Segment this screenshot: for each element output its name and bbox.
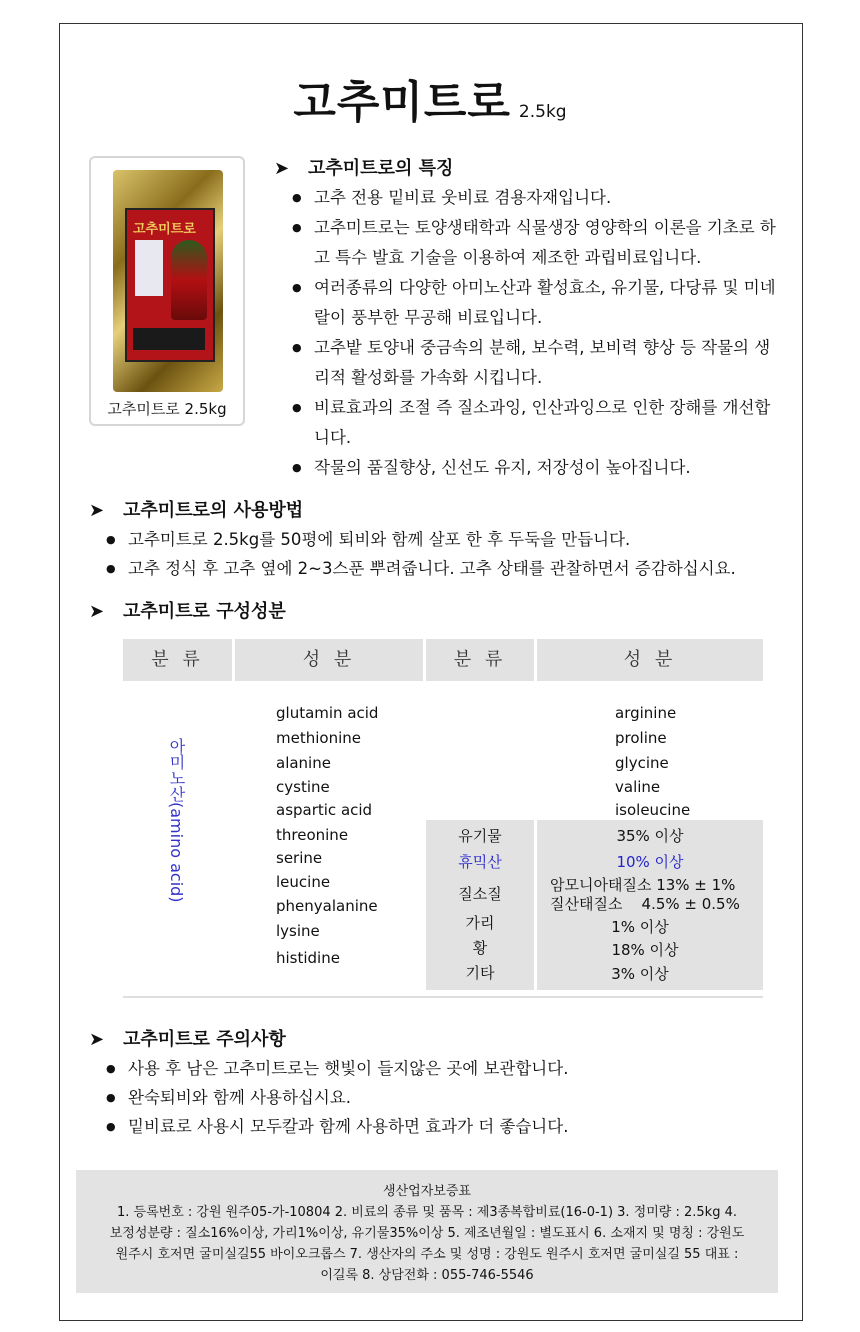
features-list (292, 183, 782, 483)
list-item: ● 밑비료로 사용시 모두칼과 함께 사용하면 효과가 더 좋습니다. (106, 1112, 806, 1141)
table-cell: threonine (276, 826, 349, 844)
table-cell-category: 가리 (465, 914, 495, 932)
table-cell-category: 황 (472, 939, 488, 957)
table-cell: serine (276, 849, 323, 867)
table-cell-value: 3% 이상 (611, 965, 669, 983)
caution-heading-text: 고추미트로 주의사항 (123, 1029, 286, 1050)
caution-list (106, 1054, 806, 1141)
arrowhead-icon: ➤ (89, 1029, 105, 1050)
table-header-category-2: 분 류 (426, 639, 534, 681)
table-cell: arginine (615, 704, 677, 722)
pepper-graphic (171, 240, 207, 320)
list-item: ● 완숙퇴비와 함께 사용하십시요. (106, 1083, 806, 1112)
table-bottom-rule (123, 996, 763, 998)
product-weight: 2.5kg (518, 102, 567, 122)
table-cell-category: 기타 (465, 964, 495, 982)
table-cell-value: 1% 이상 (611, 918, 669, 936)
table-cell: valine (615, 778, 661, 796)
table-cell: methionine (276, 729, 361, 747)
table-header-component-2: 성 분 (537, 639, 763, 681)
producer-guarantee-box (76, 1170, 778, 1293)
title-block (0, 66, 860, 130)
table-cell: lysine (276, 922, 320, 940)
features-heading (274, 154, 453, 180)
table-cell: leucine (276, 873, 331, 891)
usage-heading (89, 496, 303, 522)
usage-heading-text: 고추미트로의 사용방법 (123, 500, 304, 521)
bag-label (125, 208, 215, 362)
table-cell-category: 질소질 (458, 885, 502, 903)
guarantee-line: 보정성분량 : 질소16%이상, 가리1%이상, 유기물35%이상 5. 제조년월일 : 별도표시 6. 소재지 및 명칭 : 강원도 (109, 1226, 745, 1241)
guarantee-line: 1. 등록번호 : 강원 원주05-가-10804 2. 비료의 종류 및 품목 : 제3종복합비료(16-0-1) 3. 정미량 : 2.5kg 4. (117, 1205, 737, 1220)
table-cell: isoleucine (615, 801, 691, 819)
bag-logo: 고추미트로 (133, 222, 196, 237)
arrowhead-icon: ➤ (274, 158, 290, 179)
product-bag-image (113, 170, 223, 392)
bag-bottom-band (133, 328, 205, 350)
guarantee-title: 생산업자보증표 (383, 1184, 471, 1199)
list-item: ● 고추미트로는 토양생태학과 식물생장 영양학의 이론을 기초로 하고 특수 발효 기술을 이용하여 제조한 과립비료입니다. (292, 213, 782, 273)
composition-heading-text: 고추미트로 구성성분 (123, 601, 286, 622)
caution-heading (89, 1025, 286, 1051)
list-item: ● 여러종류의 다양한 아미노산과 활성효소, 유기물, 다당류 및 미네랄이 풍부한 무공해 비료입니다. (292, 273, 782, 333)
table-cell-value: 질산태질소 4.5% ± 0.5% (550, 895, 740, 913)
table-cell: phenyalanine (276, 897, 378, 915)
table-cell: glutamin acid (276, 704, 379, 722)
table-cell-category: 유기물 (458, 827, 502, 845)
table-cell-category: 휴믹산 (458, 853, 502, 871)
composition-heading (89, 597, 286, 623)
table-cell: alanine (276, 754, 331, 772)
table-cell: glycine (615, 754, 669, 772)
usage-list (106, 525, 806, 583)
list-item: ● 고추 전용 밑비료 웃비료 겸용자재입니다. (292, 183, 782, 213)
list-item: ● 고추 정식 후 고추 옆에 2~3스푼 뿌려줍니다. 고추 상태를 관찰하면서 증감하십시요. (106, 554, 806, 583)
guarantee-line: 원주시 호저면 굴미실길55 바이오크롭스 7. 생산자의 주소 및 성명 : 강원도 원주시 호저면 굴미실길 55 대표 : (115, 1247, 739, 1262)
arrowhead-icon: ➤ (89, 601, 105, 622)
table-cell: cystine (276, 778, 330, 796)
product-photo-card (89, 156, 245, 426)
table-cell-value: 10% 이상 (616, 853, 684, 871)
list-item: ● 작물의 품질향상, 신선도 유지, 저장성이 높아집니다. (292, 453, 782, 483)
table-cell-value: 18% 이상 (611, 941, 679, 959)
product-title: 고추미트로 (293, 77, 511, 128)
table-cell-value: 35% 이상 (616, 827, 684, 845)
list-item: ● 고추미트로 2.5kg를 50평에 퇴비와 함께 살포 한 후 두둑을 만듭니다. (106, 525, 806, 554)
table-cell-value: 암모니아태질소 13% ± 1% (550, 876, 736, 894)
arrowhead-icon: ➤ (89, 500, 105, 521)
table-cell: histidine (276, 949, 340, 967)
photo-caption: 고추미트로 2.5kg (107, 400, 227, 418)
list-item: ● 사용 후 남은 고추미트로는 햇빛이 들지않은 곳에 보관합니다. (106, 1054, 806, 1083)
list-item: ● 고추밭 토양내 중금속의 분해, 보수력, 보비력 향상 등 작물의 생리적 활성화를 가속화 시킵니다. (292, 333, 782, 393)
table-header-component-1: 성 분 (235, 639, 423, 681)
guarantee-line: 이길록 8. 상담전화 : 055-746-5546 (320, 1268, 534, 1283)
bag-info-panel (135, 240, 163, 296)
features-heading-text: 고추미트로의 특징 (308, 158, 454, 179)
table-cell: aspartic acid (276, 801, 373, 819)
amino-acid-label: 아미노산(amino acid) (167, 738, 186, 903)
table-header-category-1: 분 류 (123, 639, 232, 681)
list-item: ● 비료효과의 조절 즉 질소과잉, 인산과잉으로 인한 장해를 개선합니다. (292, 393, 782, 453)
table-cell: proline (615, 729, 667, 747)
